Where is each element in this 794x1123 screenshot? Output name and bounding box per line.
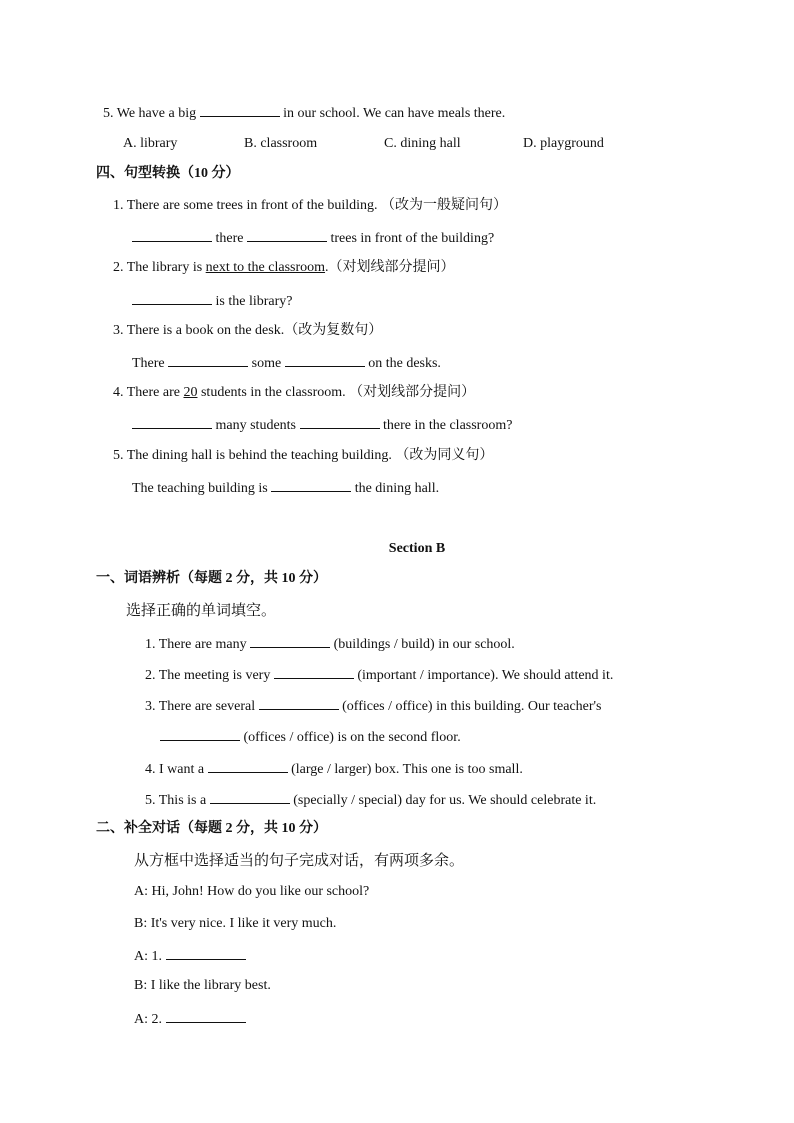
s4-a3-pre: There — [132, 356, 165, 371]
s4-a5 — [132, 477, 439, 499]
s4-a5-end: the dining hall. — [354, 481, 440, 496]
s1-item-2-pre: 2. The meeting is very — [145, 668, 271, 683]
section2-heading: 二、补全对话（每题 2 分，共 10 分） — [96, 821, 327, 836]
s4-a2 — [132, 290, 292, 312]
s4-q2-pre: 2. The library is — [113, 260, 203, 275]
answer-blank[interactable] — [208, 758, 288, 773]
s1-item-3 — [145, 695, 602, 717]
s4-a4-mid: many students — [215, 418, 296, 433]
s4-a3-end: on the desks. — [368, 356, 441, 371]
s1-item-3-post: (offices / office) in this building. Our teacher's — [342, 699, 602, 714]
s4-q1: 1. There are some trees in front of the building. （改为一般疑问句） — [113, 198, 507, 213]
question-5 — [103, 102, 505, 124]
dialog-line-3-text: A: 1. — [134, 949, 162, 964]
section-b-title: Section B — [388, 541, 446, 556]
s1-item-5-pre: 5. This is a — [145, 793, 207, 808]
s4-q4 — [113, 383, 475, 403]
q5-stem-after: in our school. We can have meals there. — [283, 106, 506, 121]
s1-item-4 — [145, 758, 523, 780]
dialog-line-3 — [134, 945, 246, 967]
s4-a3-mid: some — [251, 356, 282, 371]
s1-item-1 — [145, 633, 515, 655]
option-d: D. playground — [523, 136, 604, 151]
s1-item-2 — [145, 664, 613, 686]
q5-stem-before: 5. We have a big — [103, 106, 197, 121]
answer-blank[interactable] — [274, 664, 354, 679]
dialog-line-5-text: A: 2. — [134, 1012, 162, 1027]
option-c: C. dining hall — [384, 136, 461, 151]
answer-blank[interactable] — [259, 695, 339, 710]
answer-blank[interactable] — [200, 102, 280, 117]
answer-blank[interactable] — [132, 227, 212, 242]
s1-item-2-post: (important / importance). We should attend it. — [357, 668, 614, 683]
s4-a1 — [132, 227, 494, 249]
s1-item-3-cont-post: (offices / office) is on the second floor. — [243, 730, 461, 745]
dialog-line-2: B: It's very nice. I like it very much. — [134, 916, 337, 931]
option-b: B. classroom — [244, 136, 318, 151]
option-a: A. library — [123, 136, 178, 151]
answer-blank[interactable] — [168, 352, 248, 367]
s4-q3: 3. There is a book on the desk.（改为复数句） — [113, 323, 383, 338]
dialog-line-5 — [134, 1008, 246, 1030]
s4-a4 — [132, 414, 512, 436]
answer-blank[interactable] — [132, 290, 212, 305]
s4-a3 — [132, 352, 441, 374]
dialog-line-1: A: Hi, John! How do you like our school? — [134, 884, 370, 899]
answer-blank[interactable] — [132, 414, 212, 429]
s1-item-3-pre: 3. There are several — [145, 699, 256, 714]
answer-blank[interactable] — [300, 414, 380, 429]
s4-a1-mid: there — [215, 231, 244, 246]
s4-q4-pre: 4. There are — [113, 385, 180, 400]
s1-item-3-cont — [160, 726, 461, 748]
answer-blank[interactable] — [247, 227, 327, 242]
section4-heading: 四、句型转换（10 分） — [96, 166, 240, 181]
s4-a2-end: is the library? — [215, 294, 293, 309]
section1-instruction: 选择正确的单词填空。 — [126, 603, 277, 619]
s1-item-1-pre: 1. There are many — [145, 637, 247, 652]
s4-q4-post: students in the classroom. （对划线部分提问） — [200, 385, 476, 400]
s1-item-5-post: (specially / special) day for us. We should celebrate it. — [293, 793, 597, 808]
s4-q4-underlined: 20 — [183, 385, 198, 400]
answer-blank[interactable] — [210, 789, 290, 804]
answer-blank[interactable] — [166, 945, 246, 960]
s4-a1-end: trees in front of the building? — [330, 231, 495, 246]
answer-blank[interactable] — [285, 352, 365, 367]
dialog-line-4: B: I like the library best. — [134, 978, 271, 993]
s4-q2-underlined: next to the classroom — [205, 260, 326, 275]
s4-a5-pre: The teaching building is — [132, 481, 268, 496]
s4-a4-end: there in the classroom? — [383, 418, 513, 433]
s1-item-4-pre: 4. I want a — [145, 762, 205, 777]
s1-item-1-post: (buildings / build) in our school. — [333, 637, 515, 652]
answer-blank[interactable] — [166, 1008, 246, 1023]
s1-item-5 — [145, 789, 596, 811]
answer-blank[interactable] — [271, 477, 351, 492]
section2-instruction: 从方框中选择适当的句子完成对话，有两项多余。 — [134, 853, 465, 869]
section1-heading: 一、词语辨析（每题 2 分，共 10 分） — [96, 571, 327, 586]
answer-blank[interactable] — [250, 633, 330, 648]
answer-blank[interactable] — [160, 726, 240, 741]
s4-q2 — [113, 258, 455, 278]
s4-q5: 5. The dining hall is behind the teaching building. （改为同义句） — [113, 448, 494, 463]
s1-item-4-post: (large / larger) box. This one is too small. — [291, 762, 523, 777]
s4-q2-post: .（对划线部分提问） — [325, 260, 455, 275]
